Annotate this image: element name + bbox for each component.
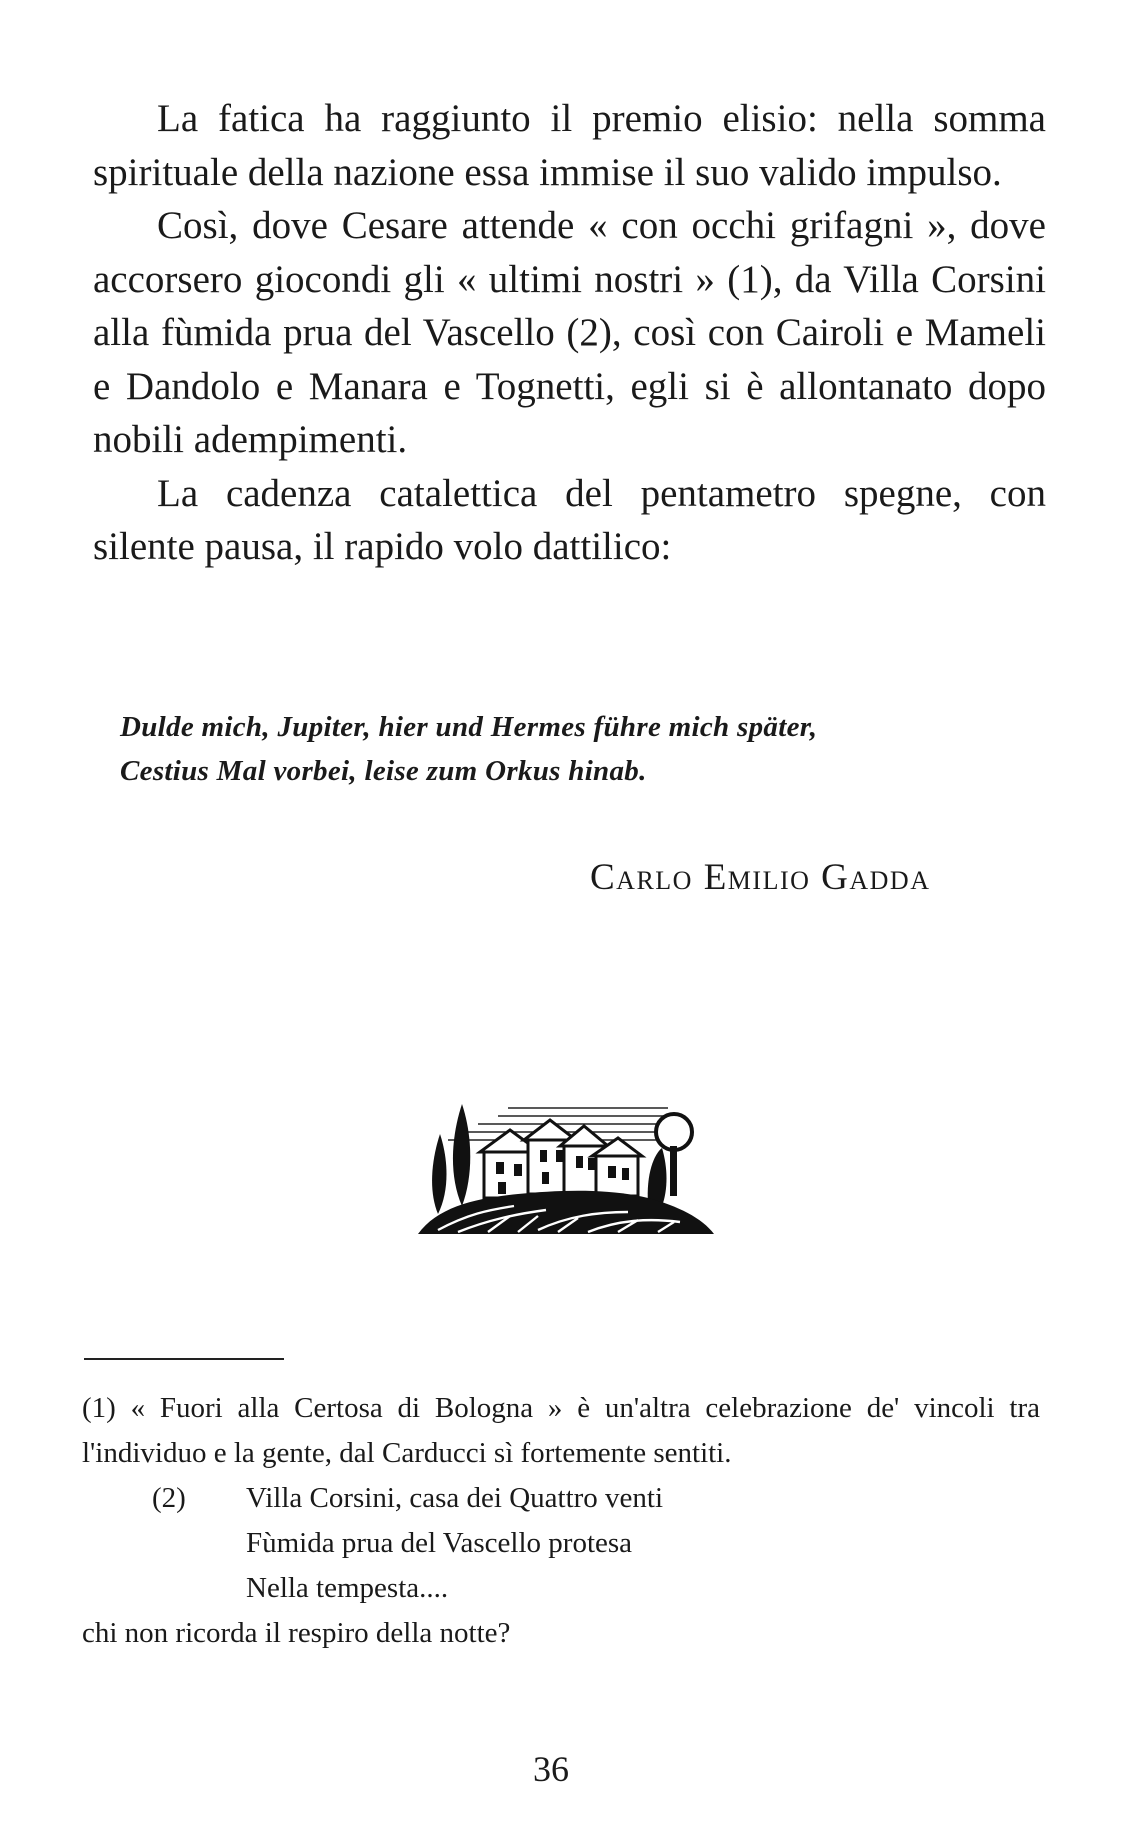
verse-line-2: Cestius Mal vorbei, leise zum Orkus hinab. bbox=[120, 755, 647, 787]
footnote-1: (1) « Fuori alla Certosa di Bologna » è un'altra celebrazione de' vincoli tra l'individuo e la gente, dal Carducci sì fortemente sentiti. bbox=[82, 1392, 1040, 1469]
paragraph-1: La fatica ha raggiunto il premio elisio: nella somma spirituale della nazione essa immise il suo valido impulso. bbox=[93, 97, 1046, 194]
footnote-separator bbox=[84, 1358, 284, 1360]
footnote-2-verse-1: Villa Corsini, casa dei Quattro venti bbox=[246, 1482, 664, 1514]
german-verse-quote bbox=[120, 705, 1040, 793]
footnote-2-verse-3: Nella tempesta.... bbox=[246, 1572, 449, 1604]
footnotes bbox=[82, 1386, 1040, 1656]
page-number: 36 bbox=[533, 1749, 569, 1789]
paragraph-3: La cadenza catalettica del pentametro spegne, con silente pausa, il rapido volo dattilico: bbox=[93, 471, 1046, 568]
footnote-2-line-1 bbox=[82, 1476, 1040, 1521]
main-text bbox=[93, 92, 1046, 574]
verse-line-1: Dulde mich, Jupiter, hier und Hermes führe mich später, bbox=[120, 711, 818, 743]
footnote-2-number: (2) bbox=[152, 1482, 186, 1514]
author-signature: Carlo Emilio Gadda bbox=[590, 857, 931, 898]
footnote-2-line-2 bbox=[82, 1521, 1040, 1566]
footnote-2-line-3 bbox=[82, 1566, 1040, 1611]
footnote-2-verse-2: Fùmida prua del Vascello protesa bbox=[246, 1527, 633, 1559]
paragraph-2: Così, dove Cesare attende « con occhi grifagni », dove accorsero giocondi gli « ultimi nostri » (1), da Villa Corsini alla fùmida prua del Vascello (2), così con Cairoli e Mameli e Dandolo e Manara e Tognetti, egli si è allontanato dopo nobili adempimenti. bbox=[93, 204, 1046, 461]
footnote-2-closing: chi non ricorda il respiro della notte? bbox=[82, 1617, 511, 1649]
village-vignette-illustration bbox=[418, 1094, 714, 1234]
